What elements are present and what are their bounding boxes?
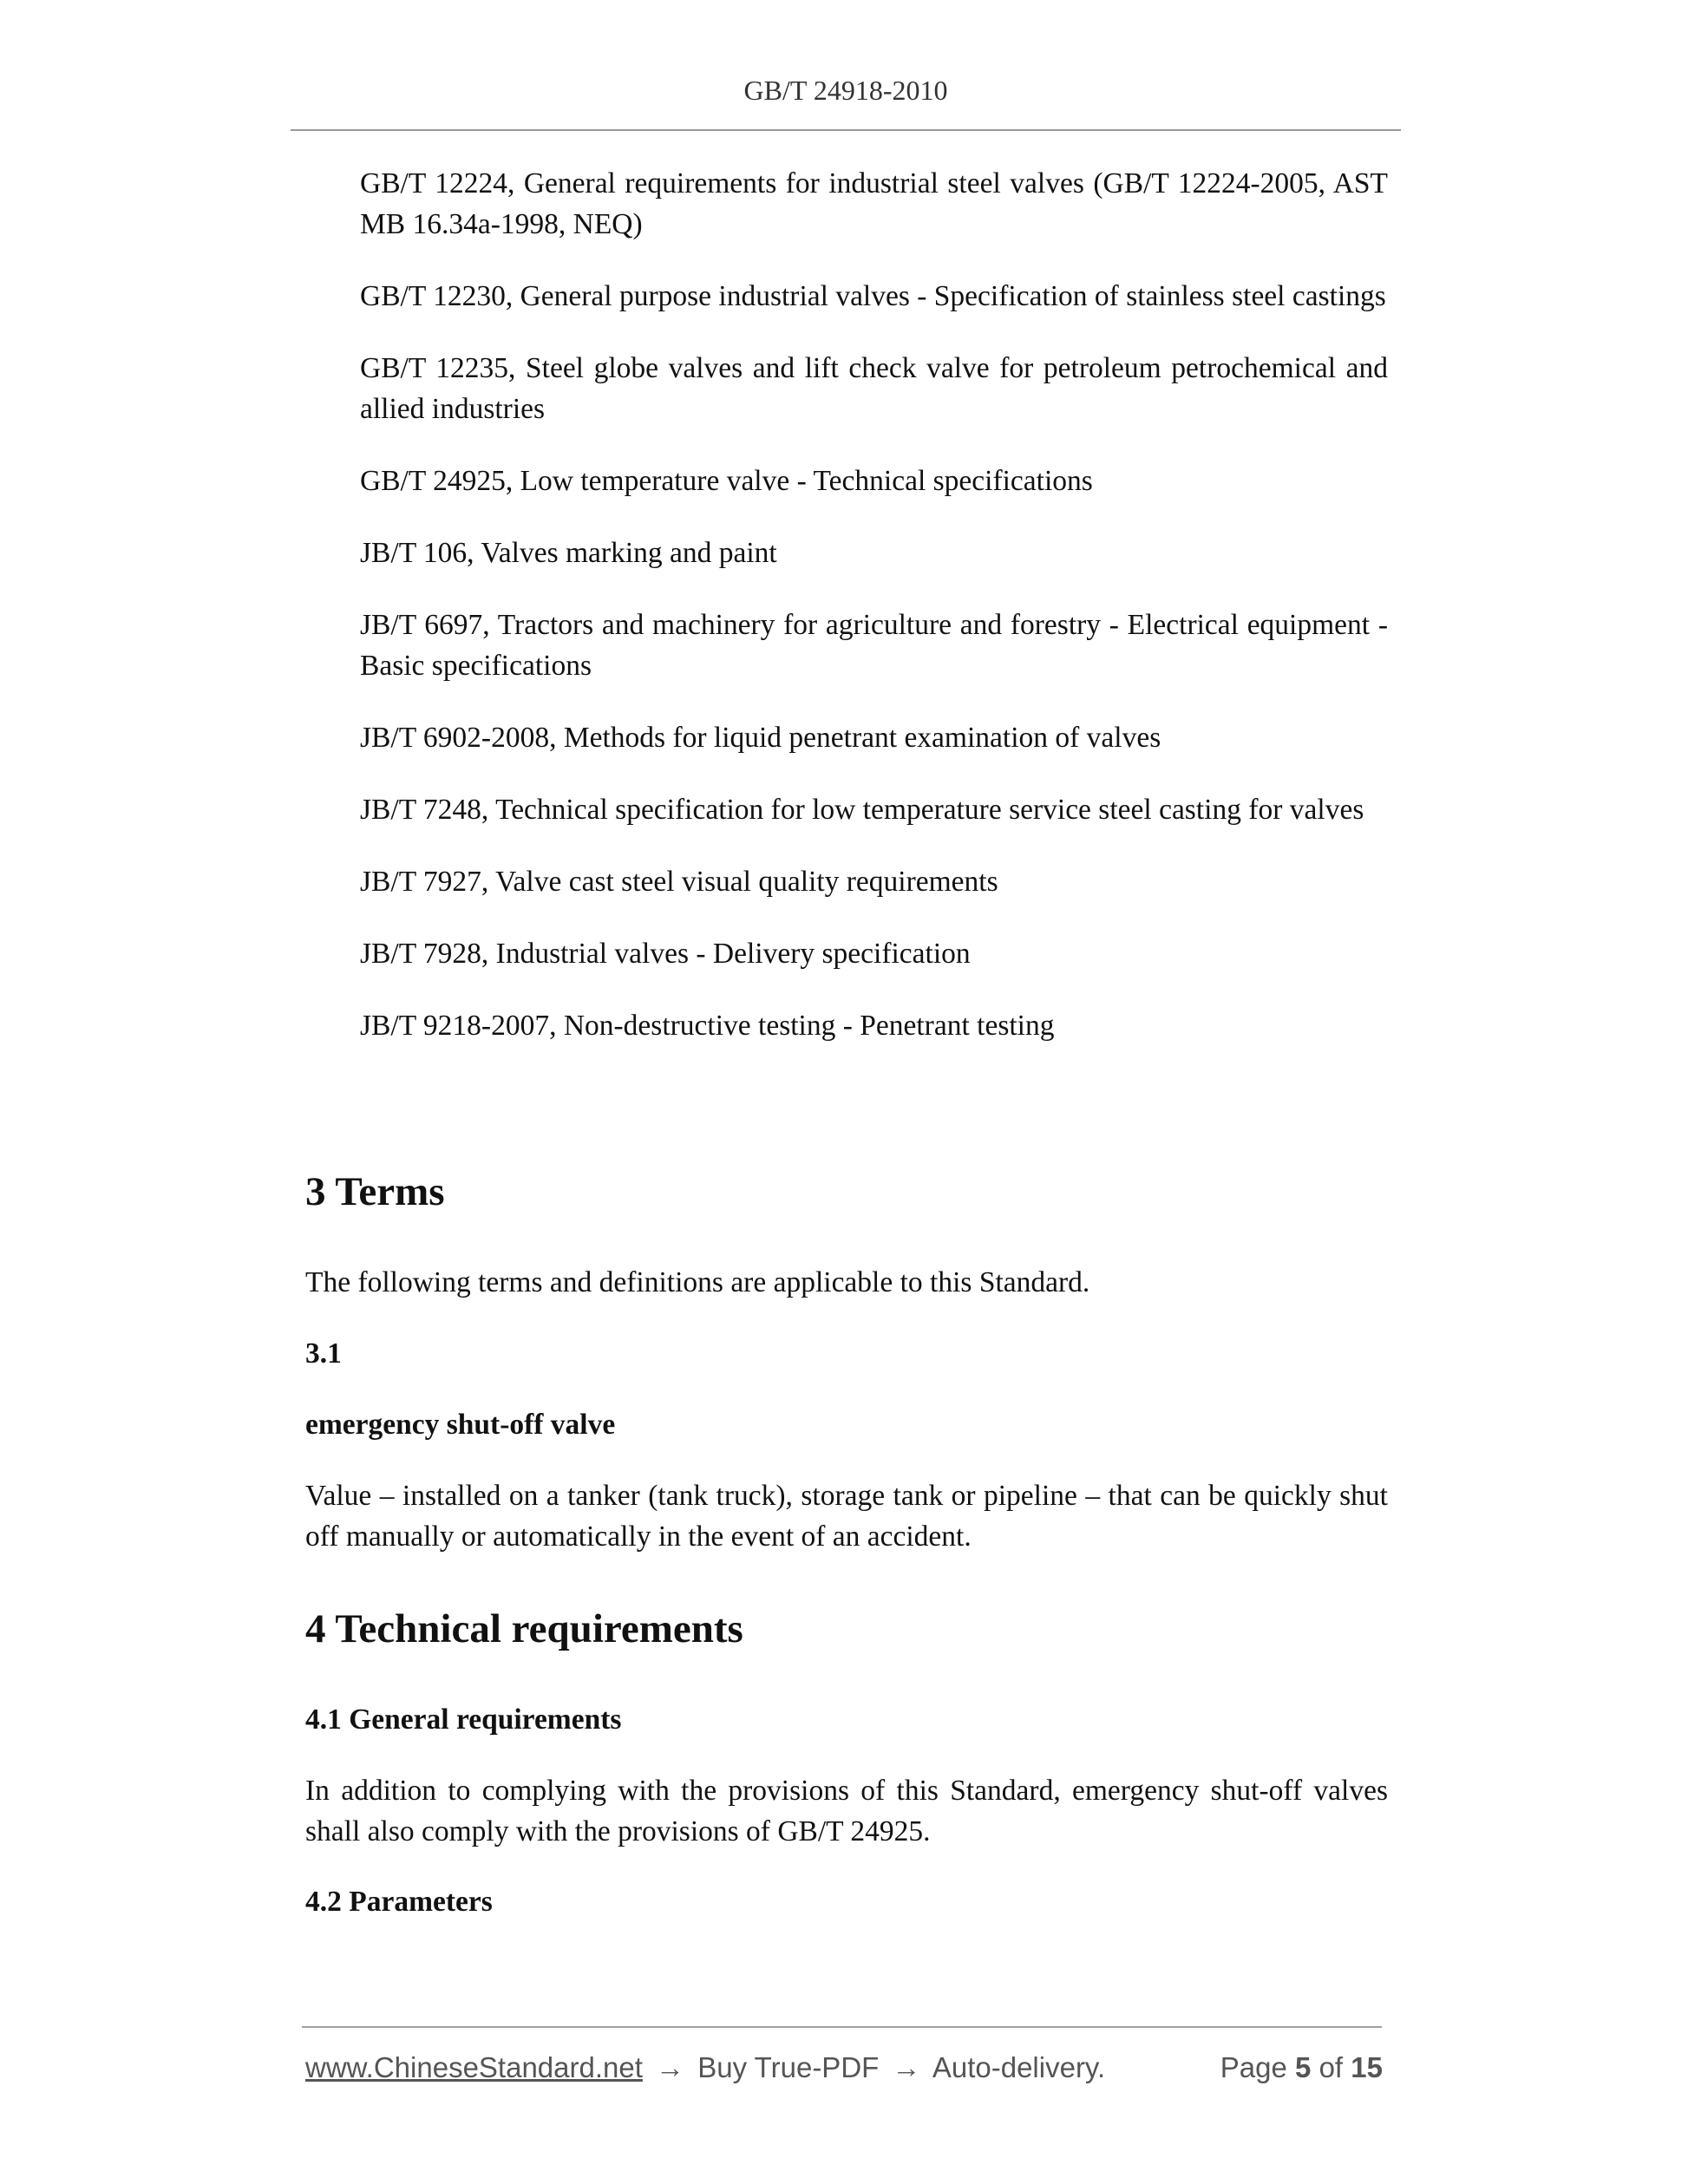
footer-promo xyxy=(305,2049,1105,2087)
reference-item: GB/T 12224, General requirements for industrial steel valves (GB/T 12224-2005, AST MB 16.34a-1998, NEQ) xyxy=(360,167,1388,240)
header-divider xyxy=(291,129,1401,131)
subsection-4-1-heading: 4.1 General requirements xyxy=(305,1703,622,1736)
page-label: Page xyxy=(1220,2051,1287,2083)
reference-item: GB/T 12230, General purpose industrial valves - Specification of stainless steel castings xyxy=(360,280,1386,312)
reference-item: JB/T 9218-2007, Non-destructive testing - Penetrant testing xyxy=(360,1010,1055,1042)
arrow-right-icon: → xyxy=(892,2051,921,2083)
page-total: 15 xyxy=(1351,2051,1383,2083)
reference-item: GB/T 24925, Low temperature valve - Technical specifications xyxy=(360,465,1093,497)
arrow-right-icon: → xyxy=(656,2051,685,2083)
reference-item: JB/T 6697, Tractors and machinery for agriculture and forestry - Electrical equipment - Basic specifications xyxy=(360,609,1388,682)
delivery-text: Auto-delivery. xyxy=(932,2051,1106,2083)
reference-item: JB/T 7927, Valve cast steel visual quality requirements xyxy=(360,866,998,898)
page-indicator xyxy=(1220,2049,1383,2087)
footer-divider xyxy=(302,2026,1382,2028)
reference-item: JB/T 106, Valves marking and paint xyxy=(360,537,777,569)
normative-references-list xyxy=(360,163,1388,1077)
term-name: emergency shut-off valve xyxy=(305,1409,616,1441)
section-4-heading: 4 Technical requirements xyxy=(305,1606,743,1651)
term-definition: Value – installed on a tanker (tank truck), storage tank or pipeline – that can be quickly shut off manually or automatically in the event of an accident. xyxy=(305,1480,1388,1553)
section-3-heading: 3 Terms xyxy=(305,1169,445,1214)
site-link[interactable]: www.ChineseStandard.net xyxy=(305,2051,643,2083)
buy-text: Buy True-PDF xyxy=(697,2051,880,2083)
section-3-intro: The following terms and definitions are applicable to this Standard. xyxy=(305,1266,1090,1298)
reference-item: JB/T 7248, Technical specification for low temperature service steel casting for valves xyxy=(360,794,1364,826)
reference-item: JB/T 7928, Industrial valves - Delivery specification xyxy=(360,938,971,970)
term-number: 3.1 xyxy=(305,1337,342,1370)
running-header: GB/T 24918-2010 xyxy=(743,75,948,106)
reference-item: JB/T 6902-2008, Methods for liquid penetrant examination of valves xyxy=(360,722,1161,754)
subsection-4-1-text: In addition to complying with the provisions of this Standard, emergency shut-off valves shall also comply with the provisions of GB/T 24925. xyxy=(305,1775,1388,1847)
subsection-4-2-heading: 4.2 Parameters xyxy=(305,1886,493,1918)
page-current: 5 xyxy=(1295,2051,1312,2083)
reference-item: GB/T 12235, Steel globe valves and lift check valve for petroleum petrochemical and allied industries xyxy=(360,352,1388,425)
page-of-label: of xyxy=(1318,2051,1344,2083)
